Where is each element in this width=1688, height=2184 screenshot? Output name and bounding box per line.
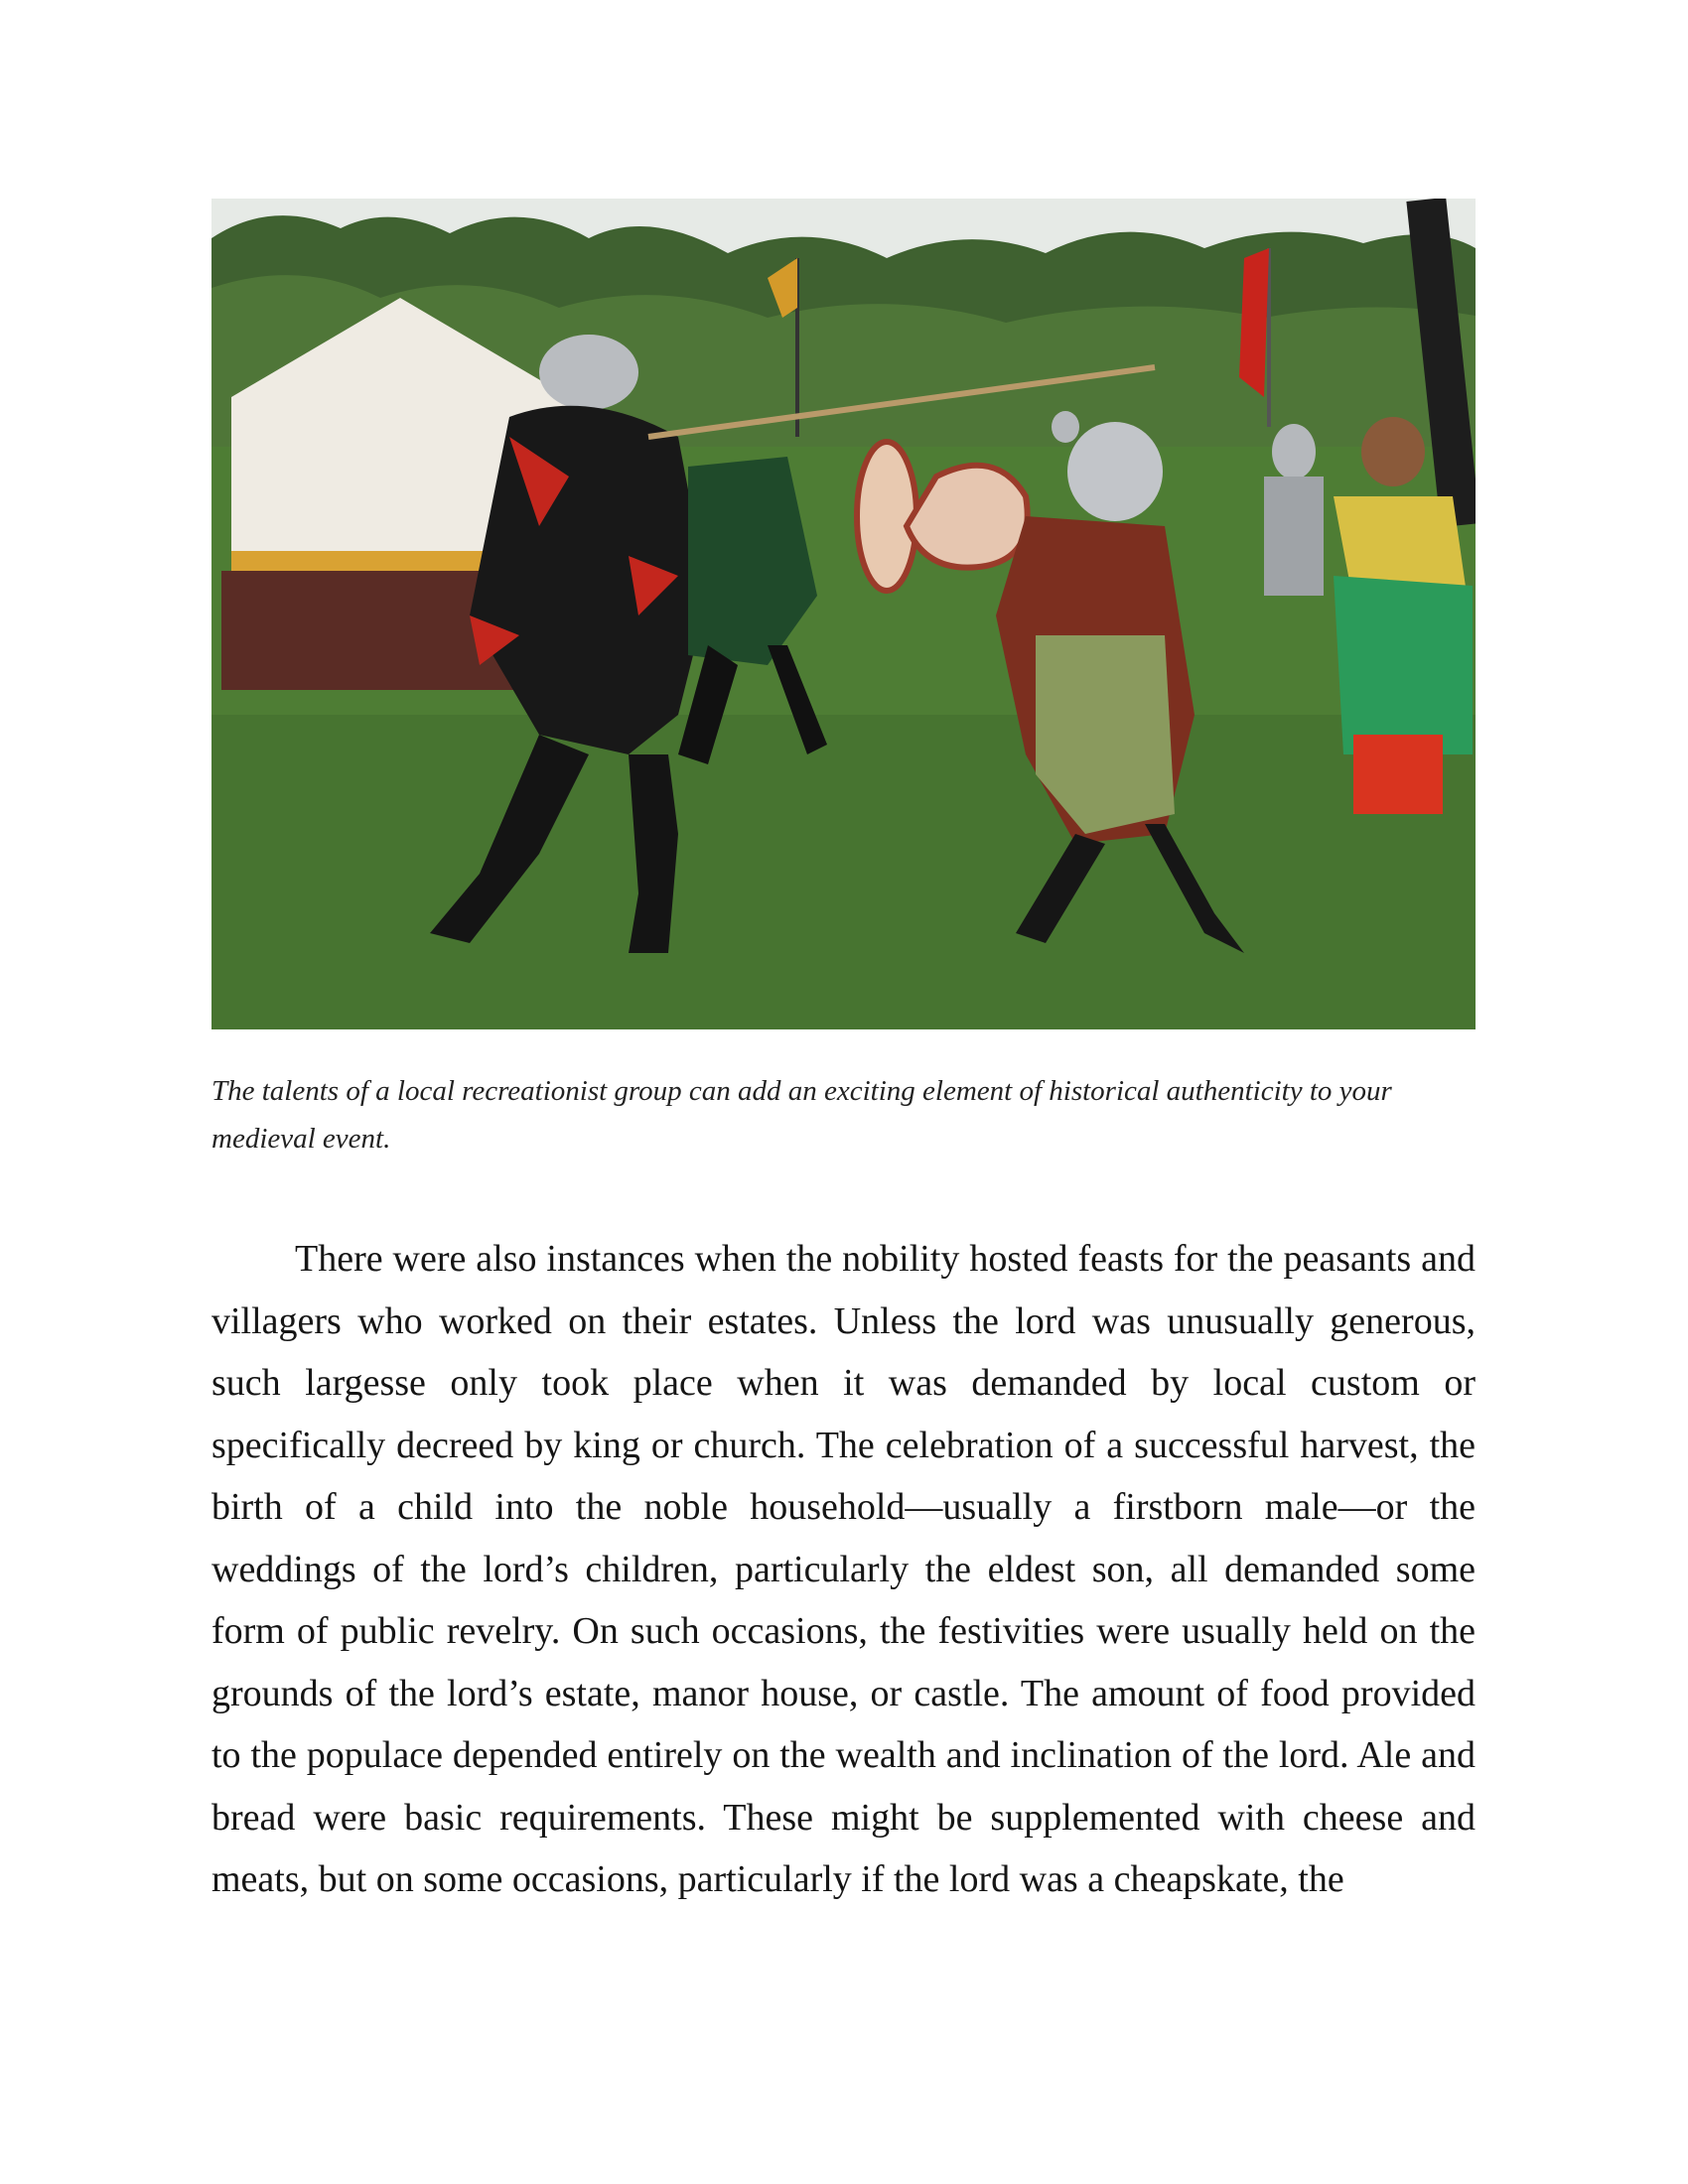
center-helmet <box>1067 422 1163 521</box>
left-fighter-leg-2 <box>629 754 678 953</box>
body-paragraph: There were also instances when the nobility hosted feasts for the peasants and villagers who worked on their estates. Unless the lord was unusually generous, such largesse only took place when it was demanded by local custom or specifically decreed by king or church. The celebration of a successful harvest, the birth of a child into the noble household—usually a firstborn male—or the weddings of the lord’s children, particularly the eldest son, all demanded some form of public revelry. On such occasions, the festivities were usually held on the grounds of the lord’s estate, manor house, or castle. The amount of food provided to the populace depended entirely on the wealth and inclination of the lord. Ale and bread were basic requirements. These might be supplemented with cheese and meats, but on some occasions, particularly if the lord was a cheapskate, the <box>211 1238 1476 1900</box>
shield <box>857 442 916 591</box>
right-helmet <box>1361 417 1425 486</box>
grass-foreground <box>211 715 1476 1029</box>
red-leggings <box>1353 735 1443 814</box>
medieval-reenactment-photo <box>211 199 1476 1029</box>
photo-illustration <box>211 199 1476 1029</box>
far-fighter <box>1264 477 1324 596</box>
green-robe <box>1334 576 1473 754</box>
red-flag <box>1239 248 1269 397</box>
helmet <box>539 335 638 410</box>
far-helmet <box>1272 424 1316 479</box>
figure-caption: The talents of a local recreationist group can add an exciting element of historical authenticity to your medieval event. <box>211 1075 1392 1155</box>
far-helmet-2 <box>1052 411 1079 443</box>
